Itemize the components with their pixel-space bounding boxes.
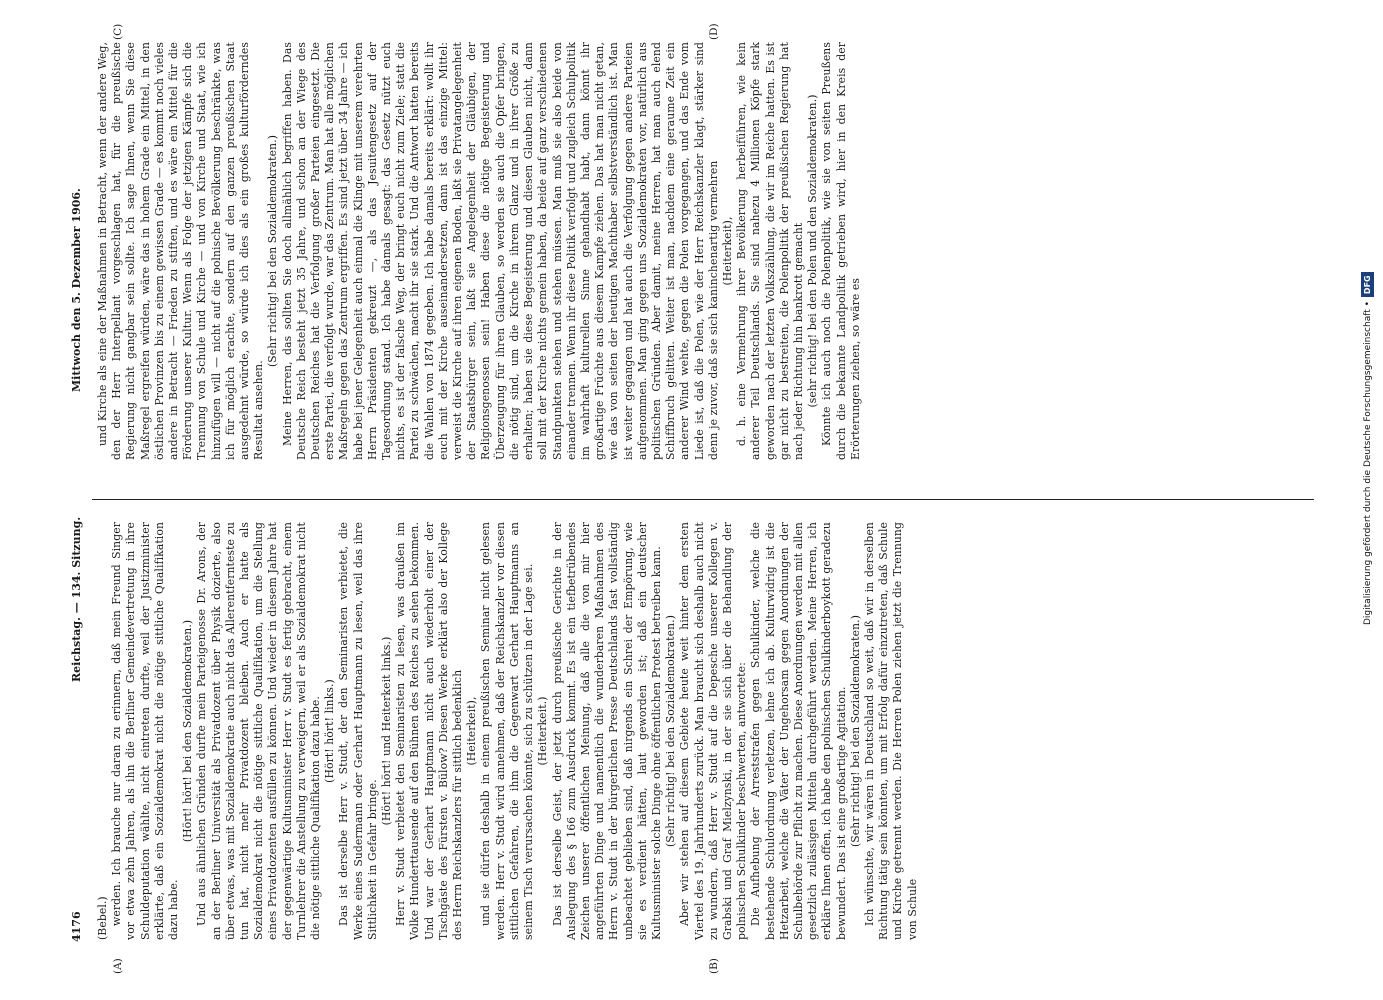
paragraph: (sehr richtig! bei den Polen und den Sozialdemokraten.) (806, 94, 820, 408)
paragraph: und sie dürfen deshalb in einem preußischen Seminar nicht gelesen werden. Herr v. Studt wird annehmen, daß der Reichskanzler vor diesen sittlichen Gefahren, die ihm die Gegenwart Gerhart Hauptmanns an seinem Tisch verursachen könnte, sich zu schützen in der Lage sei. (479, 522, 536, 940)
paragraph: (Sehr richtig! bei den Sozialdemokraten.) (848, 614, 862, 848)
running-header (70, 82, 84, 942)
paragraph: (Hört! hört! links.) (323, 679, 337, 783)
paragraph: Das ist derselbe Herr v. Studt, der den Seminaristen verbietet, die Werke eines Sudermann oder Gerhart Hauptmann zu lesen, weil das ihre Sittlichkeit in Gefahr bringe. (337, 522, 379, 940)
dfg-logo: DFG (1361, 272, 1374, 297)
page-number: 4176 (70, 911, 83, 942)
margin-marker-c: (C) (112, 23, 124, 40)
paragraph: Meine Herren, das sollten Sie doch allmählich begriffen haben. Das Deutsche Reich besteht jetzt 35 Jahre, und schon an der Wiege des Deutschen Reiches hat die Verfolgung großer Parteien eingesetzt. Die erste Partei, die verfolgt wurde, war das Zentrum. Man hat alle möglichen Maßregeln gegen das Zentrum ergriffen. Es sind jetzt über 34 Jahre — ich habe bei jener Gelegenheit auch einmal die Klinge mit unserem verehrten Herrn Präsidenten gekreuzt —, als das Jesuitengesetz auf der Tagesordnung stand. Ich habe damals gesagt: das Gesetz nützt euch nichts, es ist der falsche Weg, der bringt euch nicht zum Ziele; statt die Partei zu schwächen, macht ihr sie stark. Und die Antwort hatten bereits die Wahlen von 1874 gegeben. Ich habe damals bereits erklärt: wollt ihr euch mit der Kirche auseinandersetzen, dann ist das einzige Mittel: verweist die Kirche auf ihren eigenen Boden, laßt sie Privatangelegenheit der Staatsbürger sein, laßt sie Angelegenheit der Gläubigen, der Religionsgenossen sein! Haben diese die nötige Begeisterung und Überzeugung für ihren Glauben, so werden sie auch die Opfer bringen, die nötig sind, um die Kirche in ihrem Glanz und in ihrer Größe zu erhalten; haben sie diese Begeisterung und diesen Glauben nicht, dann soll mit der Kirche nichts gemein haben, da beide auf ganz verschiedenen Standpunkten stehen und stehen müssen. Man muß sie also beide von einander trennen. Wenn ihr diese Politik verfolgt und zugleich Schulpolitik im wahrhaft kulturellen Sinne gehandhabt habt, dann könnt ihr großartige Früchte aus diesem Kampfe ziehen. Das hat man nicht getan, wie das von seiten der heutigen Machthaber selbstverständlich ist. Man ist weiter gegangen und hat auch die Verfolgung gegen andere Parteien aufgenommen. Man ging gegen uns Sozialdemokraten vor, natürlich aus politischen Gründen. Aber damit, meine Herren, hat man auch elend Schiffbruch gelitten. Weiter ist man, nachdem eine geraume Zeit ein anderer Wind wehte, gegen die Polen vorgegangen, und das Ende vom Liede ist, daß die Polen, wie der Herr Reichskanzler klagt, stärker sind denn je zuvor, daß sie sich kaninchenartig vermehren (280, 42, 720, 460)
paragraph: (Sehr richtig! bei den Sozialdemokraten.) (266, 134, 280, 368)
paragraph: Ich wünschte, wir wären in Deutschland so weit, daß wir in derselben Richtung tätig sein könnten, um mit Erfolg dafür einzutreten, daß Schule und Kirche getrennt werden. Die Herren Polen ziehen jetzt die Trennung von Schule (862, 522, 919, 940)
speaker-label: (Bebel.) (96, 896, 109, 940)
margin-marker-a: (A) (112, 958, 124, 974)
paragraph: (Hört! hört! bei den Sozialdemokraten.) (181, 619, 195, 843)
session-date: Mittwoch den 5. Dezember 1906. (70, 188, 83, 392)
paragraph: (Heiterkeit), (720, 216, 734, 286)
digitization-credit: Digitalisierung gefördert durch die Deutsche Forschungsgemeinschaft • (1363, 301, 1373, 625)
margin-marker-d: (D) (708, 23, 720, 40)
paragraph: Könnte ich auch noch die Polenpolitik, wie sie von seiten Preußens durch die bekannte Landpolitik getrieben wird, hier in den Kreis der Erörterungen ziehen, so wäre es (820, 42, 862, 460)
paragraph: (Hört! hört! und Heiterkeit links.) (380, 636, 394, 826)
paragraph: Das ist derselbe Geist, der jetzt durch preußische Gerichte in der Auslegung des § 166 zum Ausdruck kommt. Es ist ein tiefbetrübendes Zeichen unserer öffentlichen Meinung, daß alle die von mir hier angeführten Dinge und namentlich die wunderbaren Maßnahmen des Herrn v. Studt in der bürgerlichen Presse Deutschlands fast vollständig unbeachtet geblieben sind, daß nirgends ein Schrei der Empörung, wie sie es verdient hätten, laut geworden ist; daß ein deutscher Kultusminister solche Dinge ohne öffentlichen Protest betreiben kann. (550, 522, 663, 940)
text-column-left (96, 522, 1314, 940)
paragraph: (Heiterkeit.) (536, 696, 550, 766)
digitization-sidebar (1352, 0, 1383, 1000)
session-title: Reichstag. — 134. Sitzung. (70, 516, 83, 682)
paragraph: Aber wir stehen auf diesem Gebiete heute weit hinter dem ersten Viertel des 19. Jahrhunderts zurück. Man braucht sich deshalb auch nicht zu wundern, daß Herr v. Studt auf die Depesche unserer Kollegen v. Grabski und Graf Mielzynski, in der sie sich über die Behandlung der polnischen Schulkinder beschwerten, antwortete: (678, 522, 749, 940)
paragraph: und Kirche als eine der Maßnahmen in Betracht, wenn der andere Weg, den der Herr Interpellant vorgeschlagen hat, für die preußische Regierung nicht gangbar sein sollte. Ich sage Ihnen, wenn Sie diese Maßregel ergreifen würden, wäre das in hohem Grade ein Mittel, in den östlichen Provinzen bis zu einem gewissen Grade — es kommt noch vieles andere in Betracht — Frieden zu stiften, und es wäre ein Mittel für die Förderung unserer Kultur. Wenn als Folge der jetzigen Kämpfe sich die Trennung von Schule und Kirche — und von Kirche und Staat, wie ich hinzufügen will — nicht auf die polnische Bevölkerung beschränkte, was ich für möglich erachte, sondern auf den ganzen preußischen Staat ausgedehnt würde, so würde ich dies als ein großes kulturförderndes Resultat ansehen. (96, 42, 266, 460)
paragraph: Herr v. Studt verbietet den Seminaristen zu lesen, was draußen im Volke Hunderttausende auf den Bühnen des Reiches zu sehen bekommen. Und war der Gerhart Hauptmann nicht auch wiederholt einer der Tischgäste des Fürsten v. Bülow? Diesen Werke erklärt also der Kollege des Herrn Reichskanzlers für sittlich bedenklich (394, 522, 465, 940)
paragraph: (Heiterkeit), (465, 696, 479, 766)
paragraph: Die Aufhebung der Arreststrafen gegen Schulkinder, welche die bestehende Schulordnung verletzen, lehne ich ab. Kulturwidrig ist die Hetzarbeit, welche die Väter der Ungehorsam gegen Anordnungen der Schulbehörde zur Pflicht zu machen. Diese Anordnungen werden mit allen gesetzlich zulässigen Mitteln durchgeführt werden. Meine Herren, ich erkläre Ihnen offen, ich habe den polnischen Schulkinderboykott geradezu bewundert. Das ist eine großartige Agitation. (749, 522, 848, 940)
paragraph: Und aus ähnlichen Gründen durfte mein Parteigenosse Dr. Arons, der an der Berliner Universität als Privatdozent über Physik dozierte, also über etwas, was mit Sozialdemokratie auch nicht das Allerentfernteste zu tun hat, nicht mehr Privatdozent bleiben. Auch er hatte als Sozialdemokrat nicht die nötige sittliche Qualifikation, um die Stellung eines Privatdozenten ausfüllen zu können. Und wieder in diesem Jahre hat der gegenwärtige Kultusminister Herr v. Studt es fertig gebracht, einem Turnlehrer die Anstellung zu verweigern, weil er als Sozialdemokrat nicht die nötige sittliche Qualifikation dazu habe. (195, 522, 323, 940)
paragraph: (Sehr richtig! bei den Sozialdemokraten.) (664, 614, 678, 848)
column-divider (92, 499, 1314, 500)
paragraph: d. h. eine Vermehrung ihrer Bevölkerung herbeiführen, wie kein anderer Teil Deutschlands. Sie sind nahezu 4 Millionen Köpfe stark geworden nach der letzten Volkszählung, die wir im Reiche hatten. Es ist gar nicht zu bestreiten, die Polenpolitik der preußischen Regierung hat nach jeder Richtung hin bankrott gemacht (735, 42, 805, 460)
text-column-right (96, 42, 1314, 460)
margin-marker-b: (B) (708, 958, 720, 974)
paragraph: werden. Ich brauche nur daran zu erinnern, daß mein Freund Singer vor etwa zehn Jahren, als ihn die Berliner Gemeindevertretung in ihre Schuldeputation wählte, nicht eintreten durfte, weil der Justizminister erklärte, daß ein Sozialdemokrat nicht die nötige sittliche Qualifikation dazu habe. (110, 522, 181, 940)
